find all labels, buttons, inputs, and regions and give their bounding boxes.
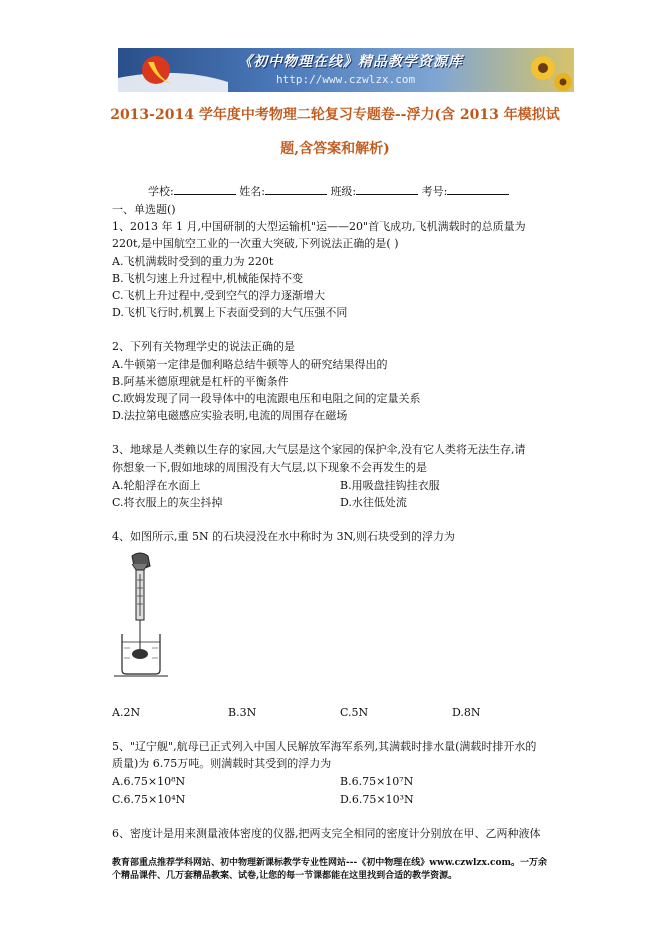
banner-title: 《初中物理在线》精品教学资源库 bbox=[238, 54, 463, 70]
q1-stem-line-1: 1、2013 年 1 月,中国研制的大型运输机"运——20"首飞成功,飞机满载时的总质量为 bbox=[112, 220, 526, 233]
exam-no-blank bbox=[447, 184, 509, 195]
q4-option-d: D.8N bbox=[452, 706, 481, 719]
banner-url: http://www.czwlzx.com bbox=[276, 73, 416, 86]
class-blank bbox=[356, 184, 418, 195]
q5-stem-line-2: 质量)为 6.75万吨。则满载时其受到的浮力为 bbox=[112, 757, 332, 770]
section-heading: 一、单选题() bbox=[112, 203, 176, 216]
q5-option-c: C.6.75×10⁴N bbox=[112, 793, 186, 806]
school-blank bbox=[174, 184, 236, 195]
q4-option-c: C.5N bbox=[340, 706, 369, 719]
spring-scale-beaker-figure bbox=[110, 550, 170, 680]
exam-no-label: 考号: bbox=[421, 185, 448, 198]
footer-line-1: 教育部重点推荐学科网站、初中物理新课标教学专业性网站---《初中物理在线》www.czwlzx.com。一万余 bbox=[112, 858, 548, 868]
q3-option-b: B.用吸盘挂钩挂衣服 bbox=[340, 479, 440, 492]
q3-option-a: A.轮船浮在水面上 bbox=[112, 479, 201, 492]
class-label: 班级: bbox=[330, 185, 357, 198]
q2-option-c: C.欧姆发现了同一段导体中的电流跟电压和电阻之间的定量关系 bbox=[112, 392, 421, 405]
q5-option-a: A.6.75×10⁸N bbox=[112, 775, 186, 788]
q2-stem: 2、下列有关物理学史的说法正确的是 bbox=[112, 340, 295, 353]
q1-option-d: D.飞机飞行时,机翼上下表面受到的大气压强不同 bbox=[112, 306, 348, 319]
q6-stem: 6、密度计是用来测量液体密度的仪器,把两支完全相同的密度计分别放在甲、乙两种液体 bbox=[112, 827, 541, 840]
q5-stem-line-1: 5、"辽宁舰",航母已正式列入中国人民解放军海军系列,其满载时排水量(满载时排开水的 bbox=[112, 740, 537, 753]
q1-option-c: C.飞机上升过程中,受到空气的浮力逐渐增大 bbox=[112, 289, 326, 302]
document-title-line-1: 2013-2014 学年度中考物理二轮复习专题卷--浮力(含 2013 年模拟试 bbox=[110, 107, 560, 123]
q1-stem-line-2: 220t,是中国航空工业的一次重大突破,下列说法正确的是( ) bbox=[112, 237, 399, 250]
q3-stem-line-1: 3、地球是人类赖以生存的家园,大气层是这个家园的保护伞,没有它人类将无法生存,请 bbox=[112, 443, 526, 456]
name-blank bbox=[265, 184, 327, 195]
document-title-line-2: 题,含答案和解析) bbox=[280, 141, 390, 157]
student-info-row bbox=[148, 184, 509, 199]
site-banner bbox=[118, 48, 574, 92]
name-label: 姓名: bbox=[239, 185, 265, 198]
q3-option-d: D.水往低处流 bbox=[340, 496, 407, 509]
q2-option-d: D.法拉第电磁感应实验表明,电流的周围存在磁场 bbox=[112, 409, 348, 422]
q2-option-b: B.阿基米德原理就是杠杆的平衡条件 bbox=[112, 375, 289, 388]
q3-option-c: C.将衣服上的灰尘抖掉 bbox=[112, 496, 223, 509]
q1-option-b: B.飞机匀速上升过程中,机械能保持不变 bbox=[112, 272, 304, 285]
footer-line-2: 个精品课件、几万套精品教案、试卷,让您的每一节课都能在这里找到合适的教学资源。 bbox=[112, 871, 458, 881]
q5-option-b: B.6.75×10⁷N bbox=[340, 775, 414, 788]
q1-option-a: A.飞机满载时受到的重力为 220t bbox=[112, 255, 274, 268]
q4-stem: 4、如图所示,重 5N 的石块浸没在水中称时为 3N,则石块受到的浮力为 bbox=[112, 530, 456, 543]
q2-option-a: A.牛顿第一定律是伽利略总结牛顿等人的研究结果得出的 bbox=[112, 358, 388, 371]
school-label: 学校: bbox=[148, 185, 174, 198]
q4-option-a: A.2N bbox=[112, 706, 141, 719]
q3-stem-line-2: 你想象一下,假如地球的周围没有大气层,以下现象不会再发生的是 bbox=[112, 461, 427, 474]
q4-option-b: B.3N bbox=[228, 706, 257, 719]
q5-option-d: D.6.75×10³N bbox=[340, 793, 414, 806]
